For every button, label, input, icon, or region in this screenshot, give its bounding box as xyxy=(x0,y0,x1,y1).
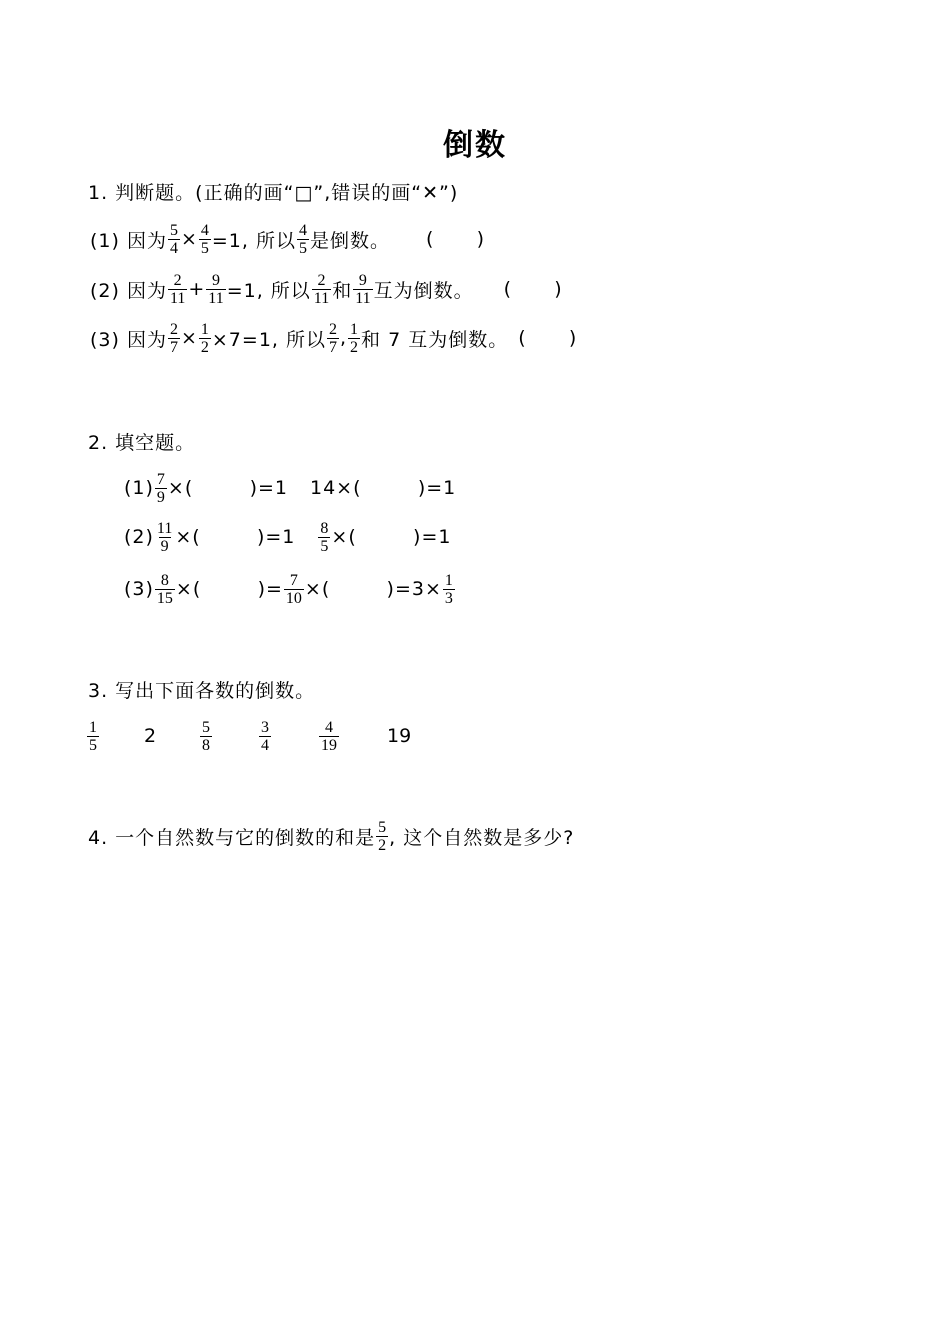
q4-line xyxy=(88,813,574,859)
q2-item-1 xyxy=(124,465,456,511)
blank-expression[interactable]: ×( )= xyxy=(175,578,283,600)
fraction: $\frac{2}{7}$ xyxy=(329,320,337,356)
q2-heading: 2. 填空题。 xyxy=(88,431,196,454)
blank-expression[interactable]: ×( )=1 xyxy=(167,477,288,499)
fraction: $\frac{4}{5}$ xyxy=(200,221,209,257)
q3-number-5 xyxy=(318,712,340,760)
blank-expression[interactable]: ×( )=3× xyxy=(304,578,442,600)
q3-number-4 xyxy=(258,712,272,760)
fraction: $\frac{5}{8}$ xyxy=(202,718,210,754)
fraction: $\frac{5}{2}$ xyxy=(378,818,387,854)
q2-item-2 xyxy=(124,514,451,560)
q1-item-1-label: (1) 因为 xyxy=(90,229,167,252)
q1-item-2 xyxy=(90,266,563,312)
text: 和 xyxy=(332,279,353,302)
fraction: $\frac{2}{7}$ xyxy=(169,320,178,356)
text: 是倒数。 xyxy=(309,229,390,252)
fraction: $\frac{7}{9}$ xyxy=(156,470,165,506)
text: =1, 所以 xyxy=(211,229,296,252)
q2-item-3-label: (3) xyxy=(124,578,154,600)
fraction: $\frac{2}{11}$ xyxy=(313,271,330,307)
q3-number-1 xyxy=(86,712,100,760)
q1-heading: 1. 判断题。(正确的画“□”,错误的画“✕”) xyxy=(88,181,459,204)
fraction: $\frac{5}{4}$ xyxy=(169,221,178,257)
q4-tail: , 这个自然数是多少? xyxy=(389,826,575,849)
q2-item-2-label: (2) xyxy=(124,526,154,548)
answer-paren[interactable]: ( ) xyxy=(503,278,563,300)
operator: × xyxy=(180,327,198,349)
fraction: $\frac{9}{11}$ xyxy=(355,271,371,307)
operator: + xyxy=(188,278,206,300)
q4-heading: 4. 一个自然数与它的倒数的和是 xyxy=(88,826,376,849)
q1-item-3-label: (3) 因为 xyxy=(90,328,167,351)
q1-item-2-label: (2) 因为 xyxy=(90,279,167,302)
blank-expression[interactable]: ×( )=1 xyxy=(175,526,296,548)
q1-item-3 xyxy=(90,315,577,361)
blank-expression[interactable]: ×( )=1 xyxy=(331,526,452,548)
operator: × xyxy=(180,228,198,250)
text: =1, 所以 xyxy=(226,279,311,302)
q3-number-6: 19 xyxy=(387,725,412,747)
answer-paren[interactable]: ( ) xyxy=(426,228,486,250)
q2-item-3 xyxy=(124,566,456,612)
page-title: 倒数 xyxy=(443,128,507,163)
fraction: $\frac{8}{5}$ xyxy=(320,519,329,555)
q3-heading: 3. 写出下面各数的倒数。 xyxy=(88,679,316,702)
fraction: $\frac{1}{5}$ xyxy=(89,718,97,754)
fraction: $\frac{4}{19}$ xyxy=(321,718,337,754)
text: 和 7 互为倒数。 xyxy=(361,328,509,351)
fraction: $\frac{2}{11}$ xyxy=(169,271,186,307)
fraction: $\frac{1}{2}$ xyxy=(200,320,209,356)
text: ×7=1, 所以 xyxy=(211,328,326,351)
fraction: $\frac{7}{10}$ xyxy=(285,571,302,607)
fraction: $\frac{1}{3}$ xyxy=(444,571,453,607)
answer-paren[interactable]: ( ) xyxy=(518,327,578,349)
q3-number-3 xyxy=(199,712,213,760)
blank-expression[interactable]: 14×( )=1 xyxy=(310,477,457,499)
fraction: $\frac{9}{11}$ xyxy=(208,271,224,307)
text: 互为倒数。 xyxy=(373,279,474,302)
fraction: $\frac{3}{4}$ xyxy=(261,718,269,754)
fraction: $\frac{8}{15}$ xyxy=(156,571,173,607)
q3-number-2: 2 xyxy=(144,725,157,747)
q2-item-1-label: (1) xyxy=(124,477,154,499)
q1-item-1 xyxy=(90,216,485,262)
text: , xyxy=(340,327,348,349)
fraction: $\frac{4}{5}$ xyxy=(298,221,307,257)
fraction: $\frac{1}{2}$ xyxy=(350,320,359,356)
fraction: $\frac{11}{9}$ xyxy=(156,519,173,555)
